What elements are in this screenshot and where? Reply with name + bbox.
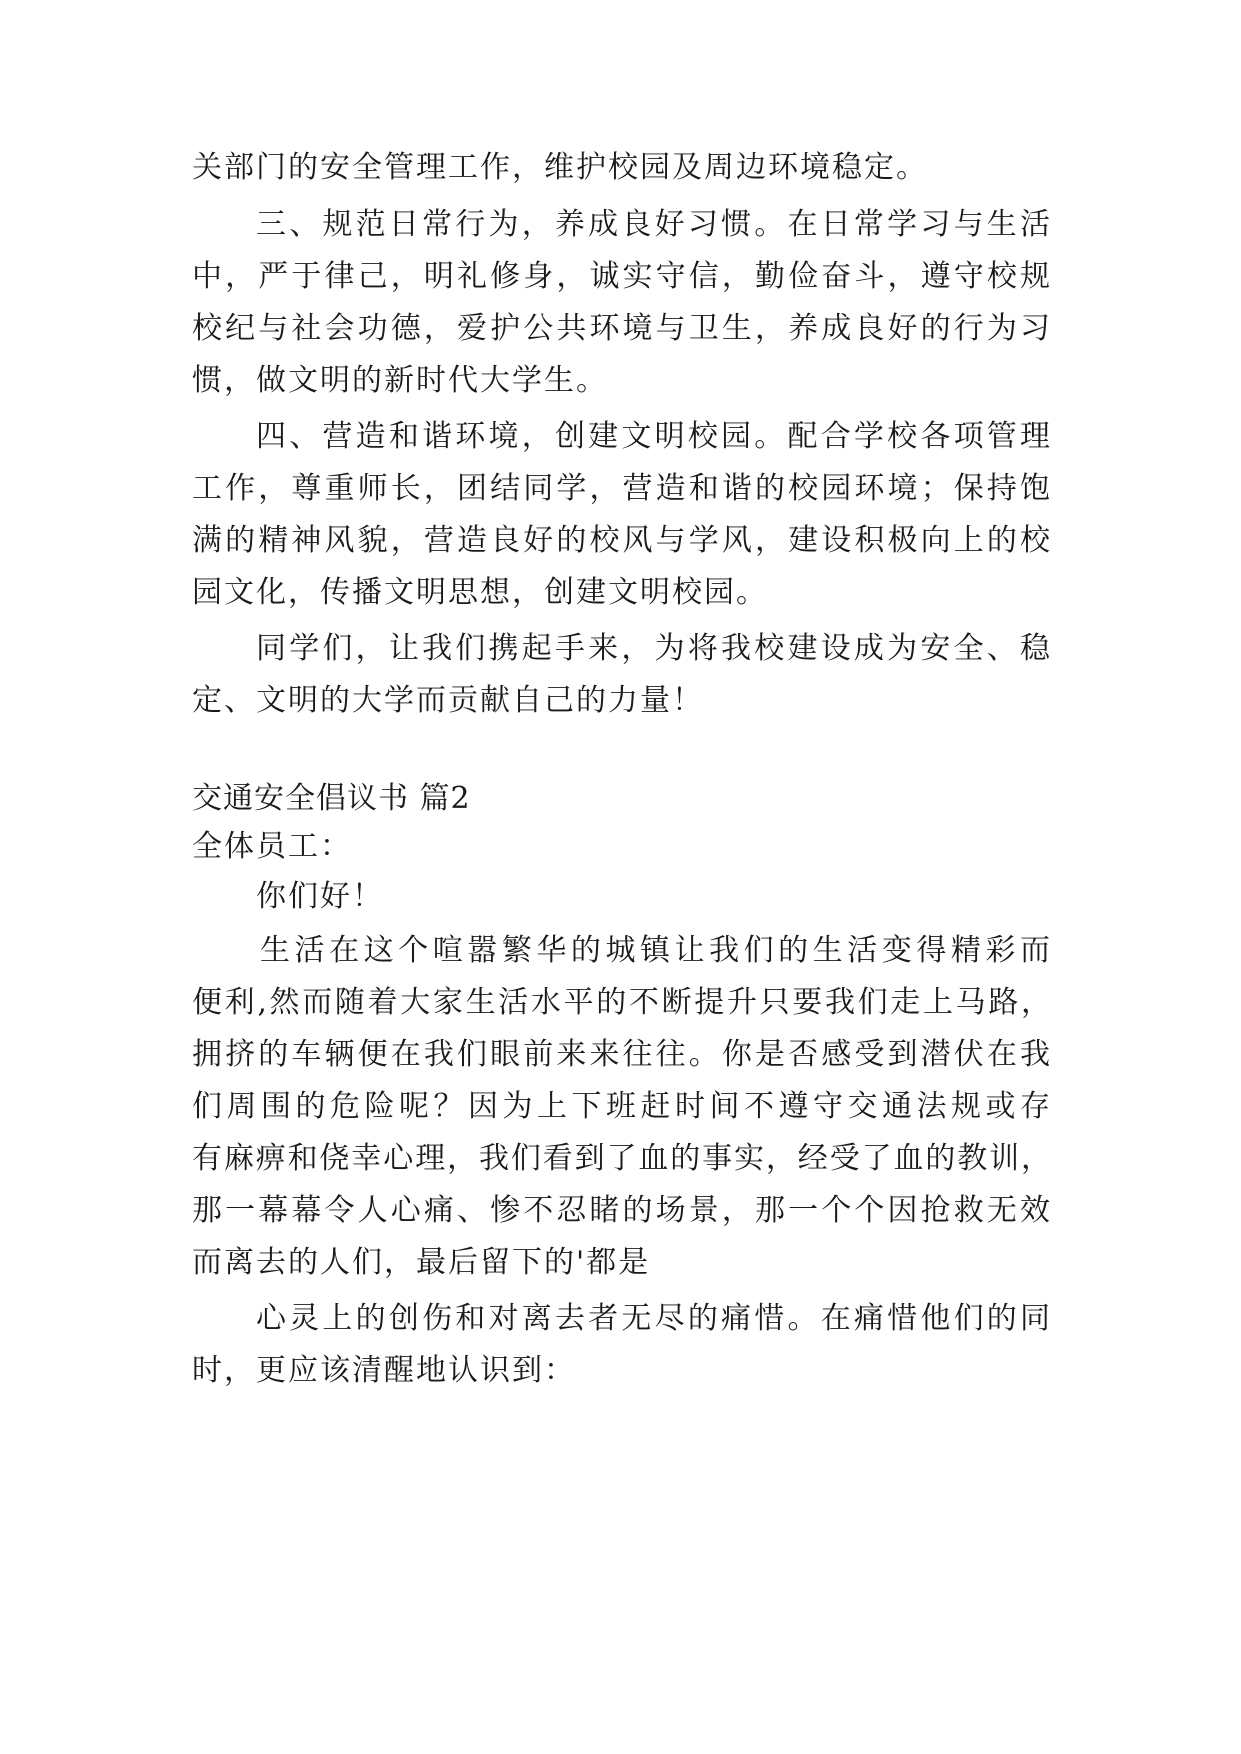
point4-line: 满的精神风貌，营造良好的校风与学风，建设积极向上的校 xyxy=(192,523,1052,558)
para1-line: 那一幕幕令人心痛、惨不忍睹的场景，那一个个因抢救无效 xyxy=(192,1193,1052,1228)
salutation: 全体员工： xyxy=(192,829,352,864)
point4-line: 园文化，传播文明思想，创建文明校园。 xyxy=(192,575,768,610)
point3-line: 中，严于律己，明礼修身，诚实守信，勤俭奋斗，遵守校规 xyxy=(192,259,1052,294)
para1-line: 们周围的危险呢？因为上下班赶时间不遵守交通法规或存 xyxy=(192,1089,1052,1124)
point4-line: 四、营造和谐环境，创建文明校园。配合学校各项管理 xyxy=(256,419,1052,454)
point4-line: 工作，尊重师长，团结同学，营造和谐的校园环境；保持饱 xyxy=(192,471,1052,506)
section-title: 交通安全倡议书 篇2 xyxy=(192,781,471,816)
para2-line: 心灵上的创伤和对离去者无尽的痛惜。在痛惜他们的同 xyxy=(256,1301,1052,1336)
para1-line: 有麻痹和侥幸心理，我们看到了血的事实，经受了血的教训， xyxy=(192,1141,1052,1176)
point3-line: 三、规范日常行为，养成良好习惯。在日常学习与生活 xyxy=(256,207,1052,242)
para1-line: 拥挤的车辆便在我们眼前来来往往。你是否感受到潜伏在我 xyxy=(192,1037,1052,1072)
greeting: 你们好！ xyxy=(256,879,384,914)
point3-line: 惯，做文明的新时代大学生。 xyxy=(192,363,608,398)
closing-line: 定、文明的大学而贡献自己的力量！ xyxy=(192,683,704,718)
paragraph-continuation: 关部门的安全管理工作，维护校园及周边环境稳定。 xyxy=(192,150,928,185)
closing-line: 同学们，让我们携起手来，为将我校建设成为安全、稳 xyxy=(256,631,1052,666)
point3-line: 校纪与社会功德，爱护公共环境与卫生，养成良好的行为习 xyxy=(192,311,1052,346)
para1-line: 而离去的人们，最后留下的'都是 xyxy=(192,1245,651,1280)
para1-line: 生活在这个喧嚣繁华的城镇让我们的生活变得精彩而 xyxy=(260,933,1052,968)
para2-line: 时，更应该清醒地认识到： xyxy=(192,1353,576,1388)
para1-line: 便利,然而随着大家生活水平的不断提升只要我们走上马路， xyxy=(192,985,1052,1020)
